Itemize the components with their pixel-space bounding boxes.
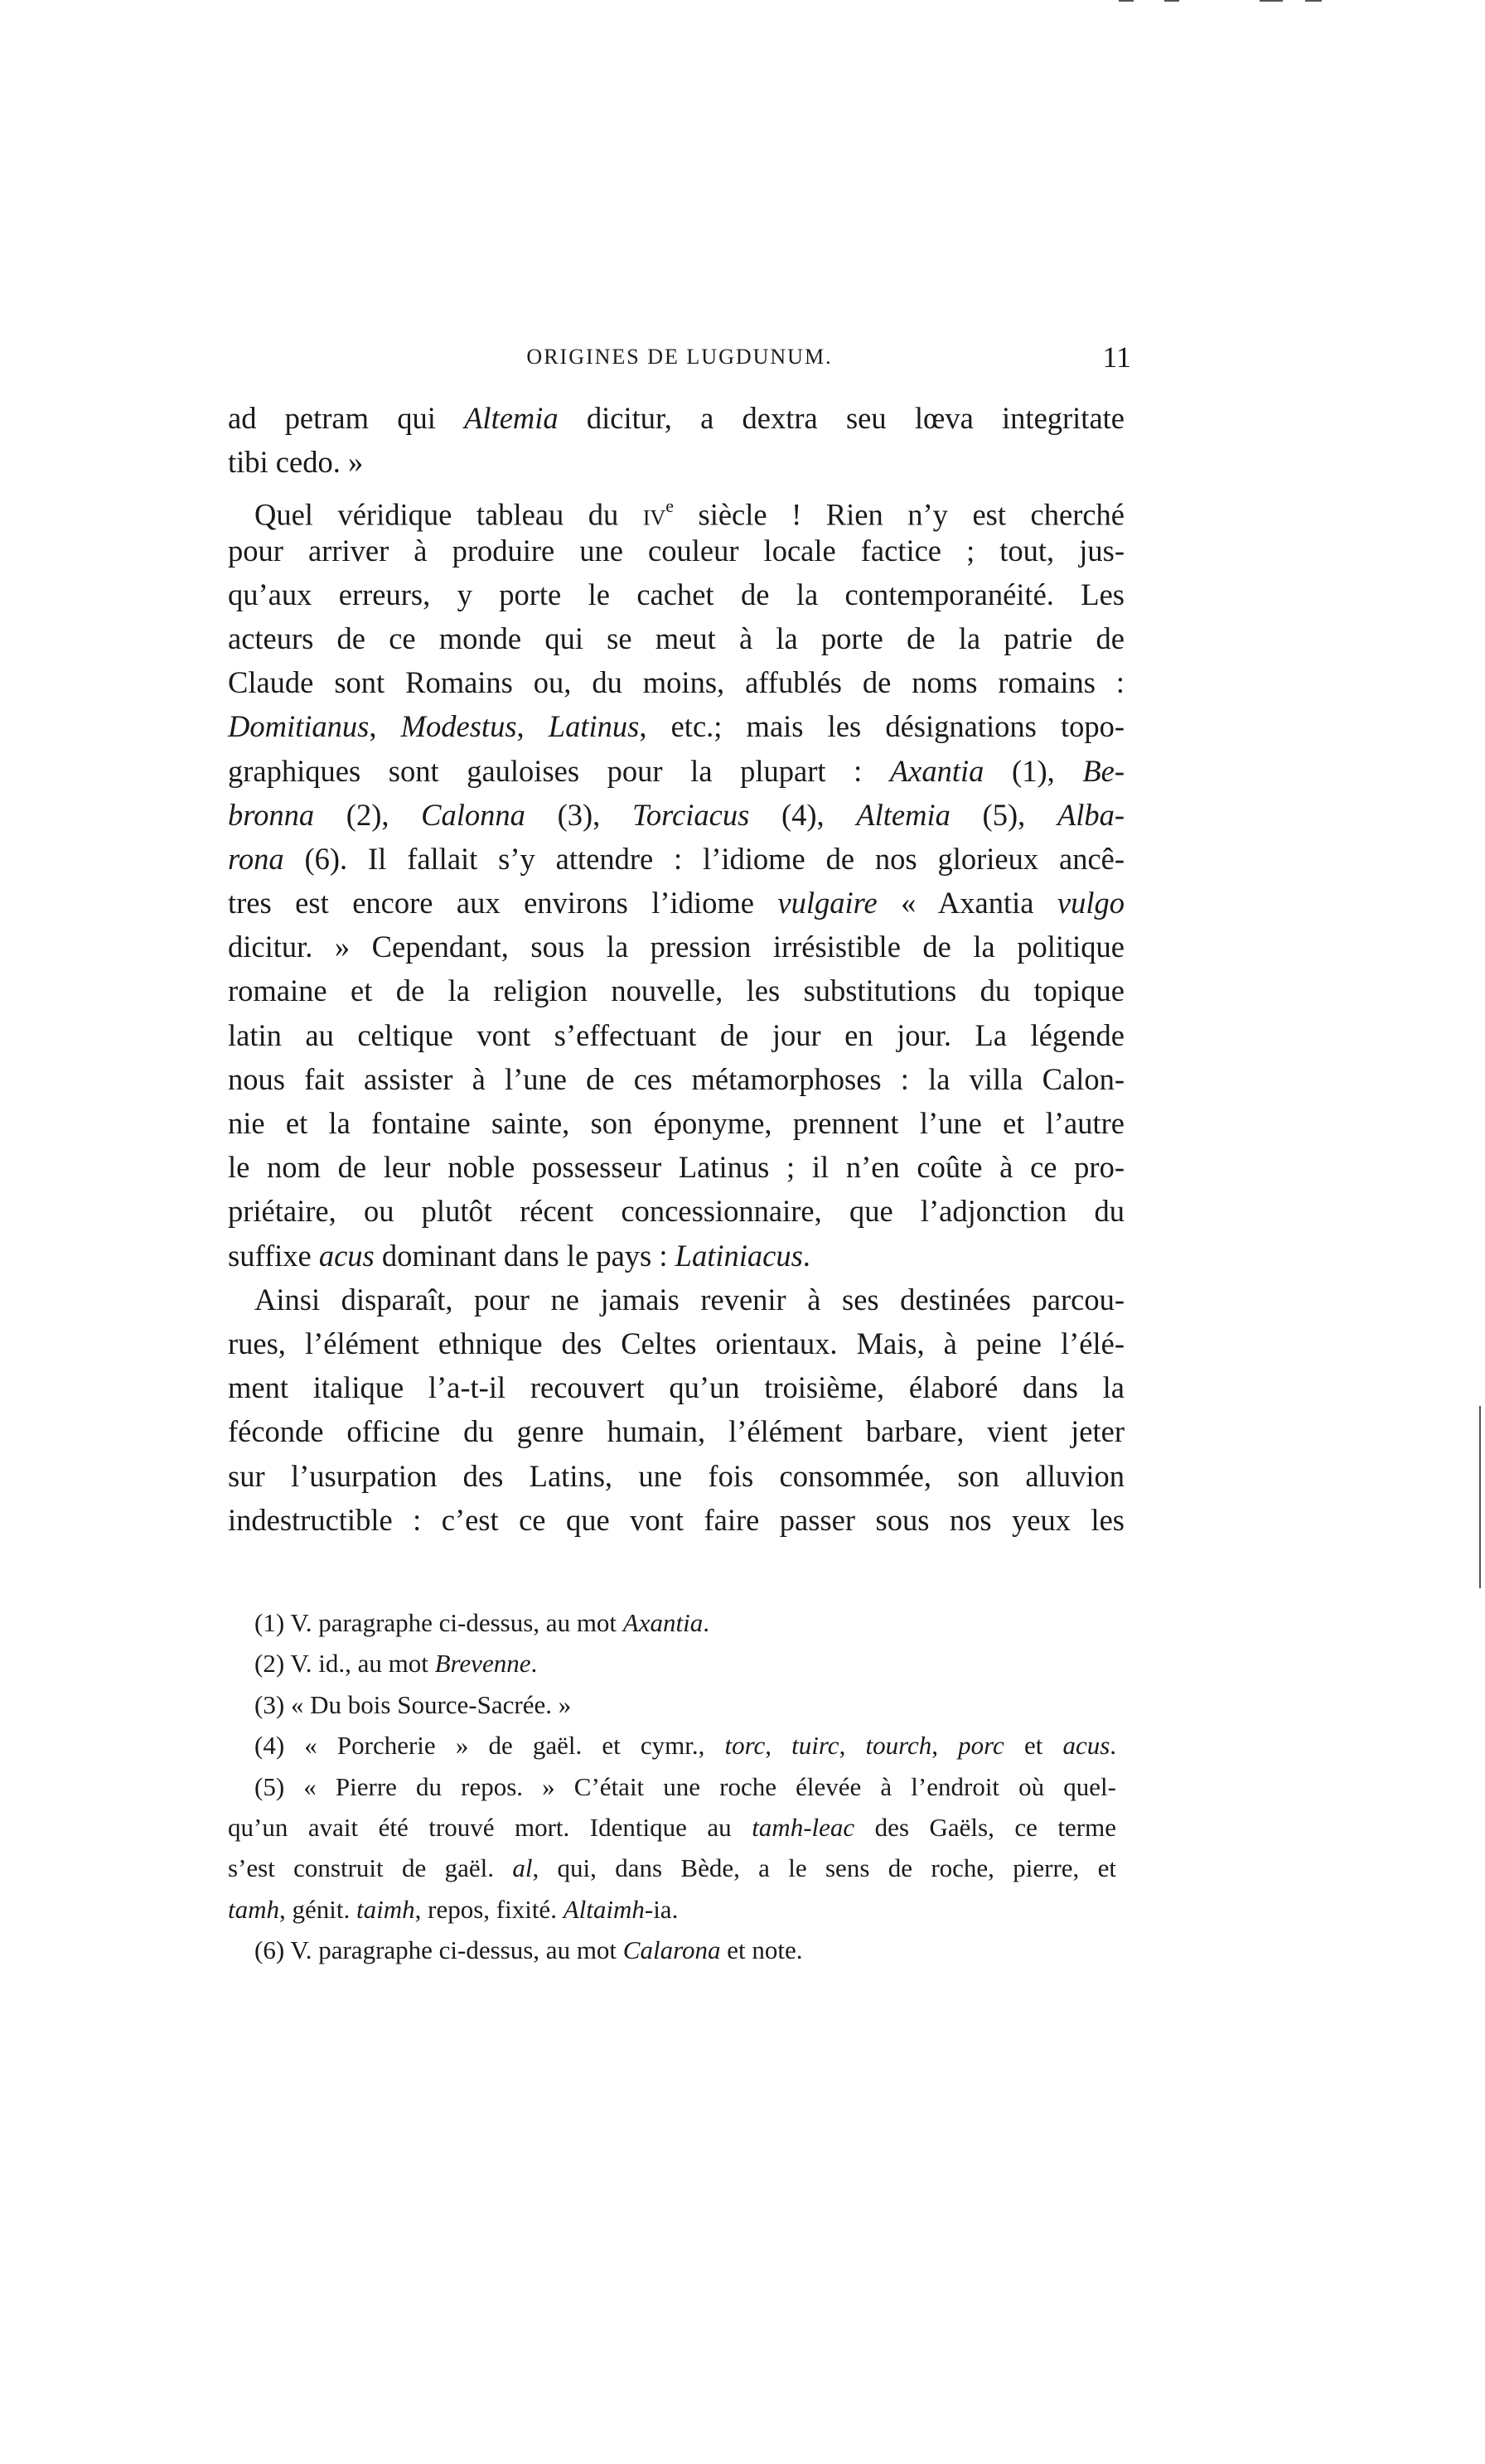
- italic-text: Alba-: [1057, 797, 1125, 832]
- text-run: ,: [931, 1731, 959, 1761]
- page-number: 11: [1102, 341, 1131, 374]
- footnote-line: [228, 1602, 1116, 1643]
- italic-text: tamh-leac: [752, 1812, 855, 1842]
- text-line: [228, 616, 1125, 660]
- text-run: siècle ! Rien n’y est cherché: [673, 497, 1125, 532]
- text-line: [228, 660, 1125, 704]
- text-run: ment italique l’a-t-il recouvert qu’un troisième, élaboré dans la: [228, 1370, 1125, 1405]
- text-run: romaine et de la religion nouvelle, les substitutions du topique: [228, 974, 1125, 1008]
- footnote-line: [228, 1684, 1116, 1725]
- text-run: ,: [516, 709, 549, 744]
- italic-text: Altemia: [856, 797, 950, 832]
- text-run: , génit.: [279, 1894, 356, 1924]
- text-line: [228, 749, 1125, 793]
- italic-text: tuirc: [791, 1731, 839, 1761]
- scan-edge-line: [1479, 1406, 1481, 1588]
- italic-text: Calonna: [421, 797, 525, 832]
- italic-text: Axantia: [622, 1608, 704, 1637]
- italic-text: rona: [228, 841, 284, 876]
- text-run: qu’aux erreurs, y porte le cachet de la contemporanéité. Les: [228, 577, 1125, 611]
- text-run: (5),: [950, 797, 1057, 832]
- italic-text: Axantia: [889, 753, 984, 788]
- text-run: latin au celtique vont s’effectuant de jour en jour. La légende: [228, 1017, 1125, 1052]
- text-line: [228, 1278, 1125, 1321]
- italic-text: Be-: [1082, 753, 1125, 788]
- italic-text: Altemia: [464, 401, 559, 435]
- text-line: [228, 925, 1125, 969]
- italic-text: taimh: [356, 1894, 415, 1924]
- text-line: [228, 440, 1125, 484]
- text-line: [228, 1234, 1125, 1278]
- text-run: (2) V. id., au mot: [254, 1649, 435, 1679]
- body-text: [228, 396, 1125, 1542]
- text-run: (3),: [525, 797, 632, 832]
- italic-text: vulgaire: [777, 886, 878, 920]
- text-run: -ia.: [644, 1894, 679, 1924]
- text-run: ,: [369, 709, 401, 744]
- italic-text: al: [512, 1853, 533, 1883]
- text-run: suffixe: [228, 1238, 319, 1273]
- italic-text: acus: [1062, 1731, 1110, 1761]
- text-run: des Gaëls, ce terme: [854, 1812, 1116, 1842]
- text-run: tres est encore aux environs l’idiome: [228, 886, 778, 920]
- footnote-line: [228, 1766, 1116, 1807]
- text-run: et: [1004, 1731, 1063, 1761]
- text-line: [228, 1057, 1125, 1101]
- text-run: ad petram qui: [228, 401, 465, 435]
- text-run: dicitur, a dextra seu lœva integritate: [558, 401, 1125, 435]
- text-line: [228, 396, 1125, 440]
- footnotes: [228, 1602, 1116, 1971]
- text-run: tibi cedo. »: [228, 445, 364, 480]
- text-run: (6). Il fallait s’y attendre : l’idiome de nos glorieux ancê-: [283, 841, 1125, 876]
- text-line: [228, 704, 1125, 748]
- italic-text: Domitianus: [228, 709, 370, 744]
- text-run: qu’un avait été trouvé mort. Identique au: [228, 1812, 752, 1842]
- footnote-line: [228, 1930, 1116, 1970]
- italic-text: Torciacus: [631, 797, 750, 832]
- running-head: [228, 340, 1131, 376]
- text-run: .: [1110, 1731, 1117, 1761]
- text-run: (6) V. paragraphe ci-dessus, au mot: [254, 1935, 623, 1965]
- text-line: [228, 793, 1125, 837]
- footnote-line: [228, 1807, 1116, 1848]
- text-run: (2),: [314, 797, 422, 832]
- text-run: iv: [642, 497, 666, 532]
- scan-mark: [1119, 0, 1134, 2]
- italic-text: torc: [724, 1731, 766, 1761]
- text-run: (1) V. paragraphe ci-dessus, au mot: [254, 1608, 623, 1637]
- italic-text: acus: [318, 1238, 375, 1273]
- footnote-line: [228, 1643, 1116, 1684]
- italic-text: Latiniacus: [675, 1238, 803, 1273]
- italic-text: bronna: [228, 797, 315, 832]
- text-run: Claude sont Romains ou, du moins, affublés de noms romains :: [228, 665, 1125, 700]
- text-line: [228, 1365, 1125, 1409]
- text-line: [228, 1321, 1125, 1365]
- text-run: sur l’usurpation des Latins, une fois consommée, son alluvion: [228, 1458, 1125, 1493]
- running-head-title: ORIGINES DE LUGDUNUM.: [526, 345, 833, 369]
- text-run: pour arriver à produire une couleur locale factice ; tout, jus-: [228, 533, 1125, 568]
- text-run: indestructible : c’est ce que vont faire passer sous nos yeux les: [228, 1502, 1125, 1537]
- italic-text: Modestus: [400, 709, 517, 744]
- text-run: dicitur. » Cependant, sous la pression irrésistible de la politique: [228, 930, 1125, 964]
- text-run: , repos, fixité.: [414, 1894, 564, 1924]
- italic-text: porc: [958, 1731, 1004, 1761]
- scan-mark: [1260, 0, 1283, 2]
- text-run: , qui, dans Bède, a le sens de roche, pierre, et: [532, 1853, 1116, 1883]
- text-run: priétaire, ou plutôt récent concessionnaire, que l’adjonction du: [228, 1194, 1125, 1229]
- scan-mark: [1305, 0, 1322, 2]
- text-line: [228, 573, 1125, 616]
- italic-text: vulgo: [1057, 886, 1125, 920]
- text-run: Ainsi disparaît, pour ne jamais revenir à ses destinées parcou-: [254, 1282, 1125, 1317]
- text-run: féconde officine du genre humain, l’élément barbare, vient jeter: [228, 1414, 1125, 1449]
- text-run: s’est construit de gaël.: [228, 1853, 513, 1883]
- text-line: [228, 1013, 1125, 1057]
- italic-text: Brevenne: [434, 1649, 531, 1679]
- italic-text: Latinus: [548, 709, 640, 744]
- text-line: [228, 1189, 1125, 1233]
- text-run: nie et la fontaine sainte, son éponyme, prennent l’une et l’autre: [228, 1106, 1125, 1140]
- text-run: (3) « Du bois Source-Sacrée. »: [254, 1689, 572, 1719]
- text-run: .: [530, 1649, 538, 1679]
- text-line: [228, 1145, 1125, 1189]
- text-line: [228, 881, 1125, 925]
- footnote-line: [228, 1848, 1116, 1888]
- text-line: [228, 1454, 1125, 1498]
- text-run: (5) « Pierre du repos. » C’était une roche élevée à l’endroit où quel-: [254, 1771, 1116, 1801]
- text-run: dominant dans le pays :: [374, 1238, 675, 1273]
- text-line: [228, 969, 1125, 1012]
- text-run: (4),: [749, 797, 857, 832]
- text-run: ,: [839, 1731, 866, 1761]
- superscript: e: [665, 495, 674, 517]
- text-run: le nom de leur noble possesseur Latinus ; il n’en coûte à ce pro-: [228, 1150, 1125, 1185]
- text-run: nous fait assister à l’une de ces métamorphoses : la villa Calon-: [228, 1061, 1125, 1096]
- text-run: acteurs de ce monde qui se meut à la porte de la patrie de: [228, 621, 1125, 655]
- text-line: [228, 484, 1125, 532]
- text-run: , etc.; mais les désignations topo-: [639, 709, 1125, 744]
- text-line: [228, 1101, 1125, 1145]
- text-run: .: [802, 1238, 810, 1273]
- text-line: [228, 529, 1125, 573]
- text-run: Quel véridique tableau du: [254, 497, 643, 532]
- text-run: (4) « Porcherie » de gaël. et cymr.,: [254, 1731, 725, 1761]
- text-run: graphiques sont gauloises pour la plupart :: [228, 753, 890, 788]
- italic-text: Calarona: [622, 1935, 721, 1965]
- footnote-line: [228, 1725, 1116, 1766]
- scan-mark: [1164, 0, 1179, 2]
- italic-text: tamh: [228, 1894, 279, 1924]
- italic-text: tourch: [865, 1731, 932, 1761]
- text-run: et note.: [720, 1935, 803, 1965]
- text-run: ,: [765, 1731, 792, 1761]
- text-run: rues, l’élément ethnique des Celtes orientaux. Mais, à peine l’élé-: [228, 1326, 1125, 1360]
- footnote-line: [228, 1889, 1116, 1930]
- text-line: [228, 1409, 1125, 1453]
- text-run: .: [703, 1608, 709, 1637]
- text-line: [228, 1498, 1125, 1542]
- text-line: [228, 837, 1125, 881]
- italic-text: Altaimh: [563, 1894, 645, 1924]
- text-run: (1),: [984, 753, 1083, 788]
- text-run: « Axantia: [877, 886, 1057, 920]
